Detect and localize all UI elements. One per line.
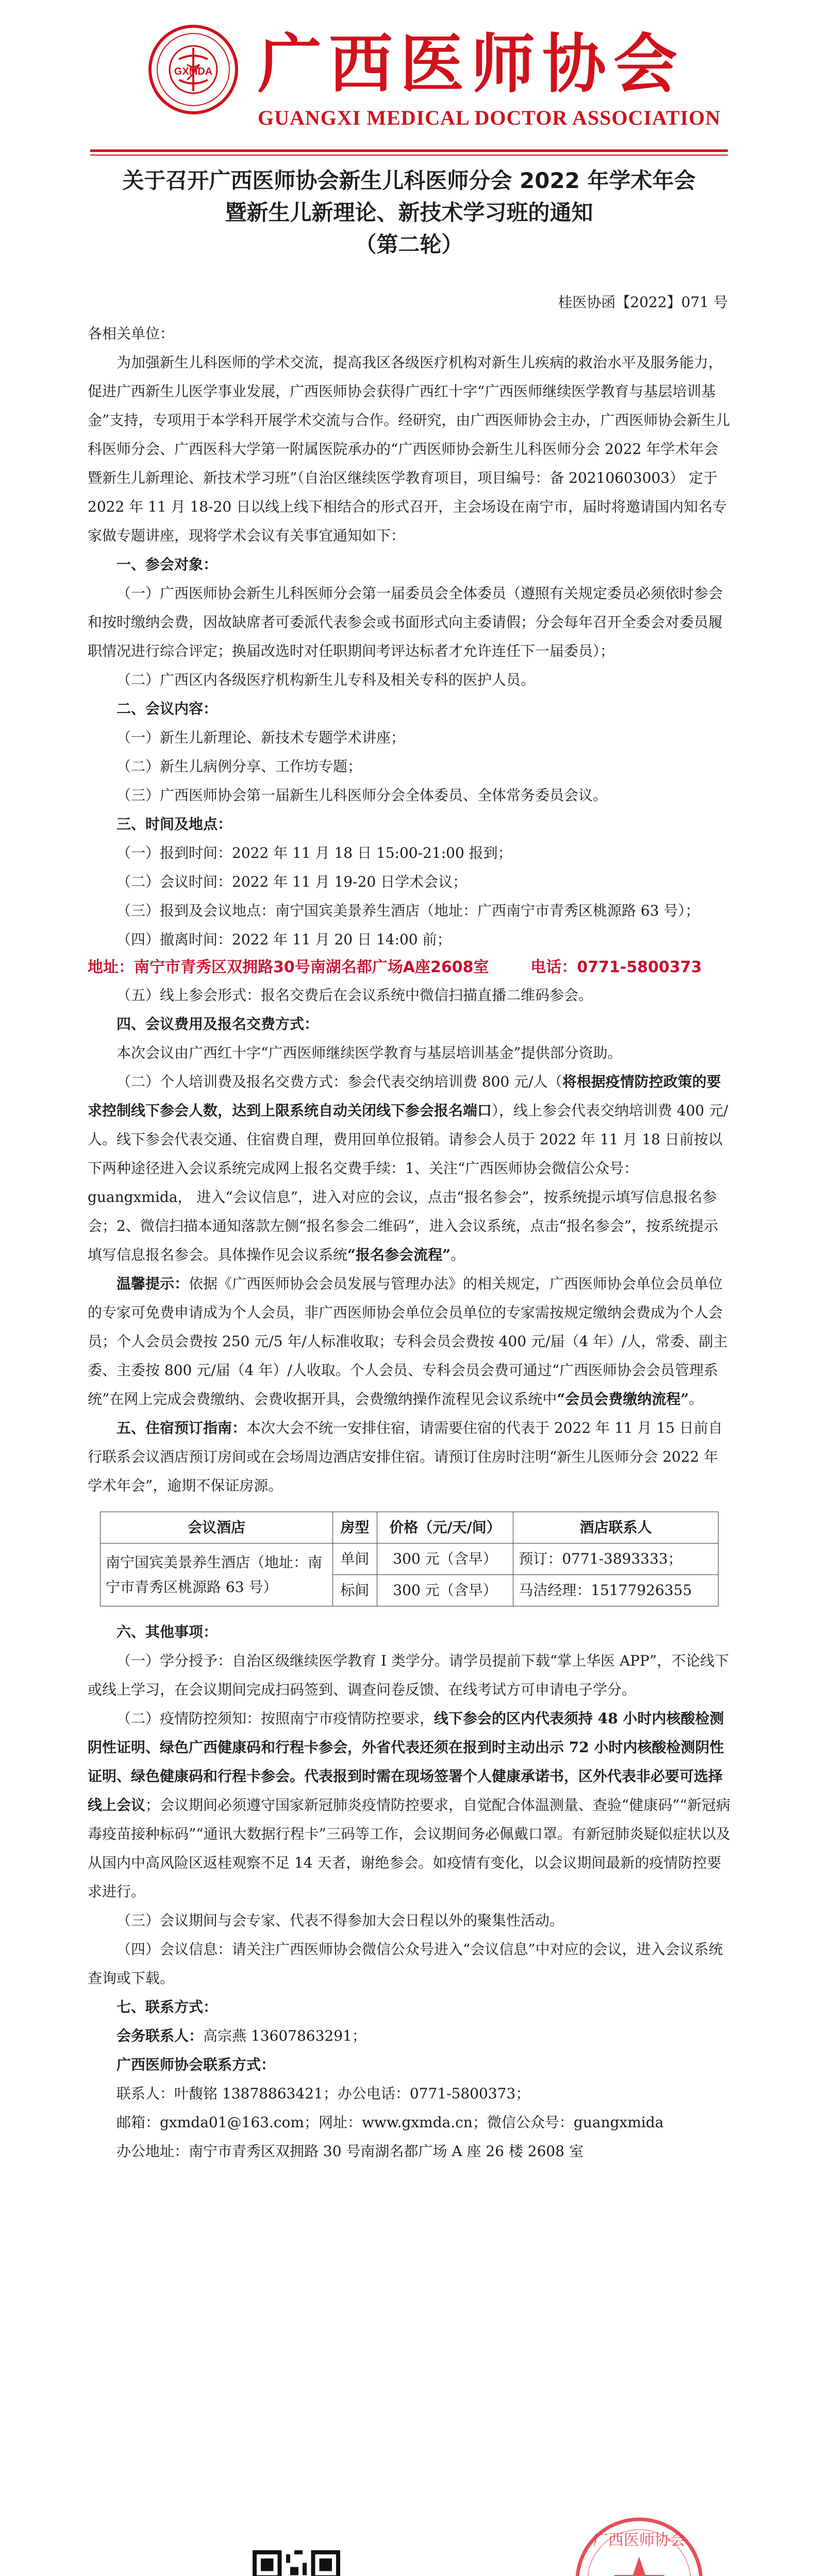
title-line-3: （第二轮） [355,232,463,257]
table-header: 房型 [333,1512,377,1544]
sec4-p2: （二）个人培训费及报名交费方式：参会代表交纳培训费 800 元/人（将根据疫情防控政策的要求控制线下参会人数，达到上限系统自动关闭线下参会报名端口），线上参会代表交纳培训费 400 元/人。线下参会代表交通、住宿费自理，费用回单位报销。请参会人员于 2022 年 11 月 18 日前按以下两种途径进入会议系统完成网上报名交费手续：1、关注“广西医师协会微信公众号：guangxmida， 进入“会议信息”，进入对应的会议，点击“报名参会”，按系统提示填写信息报名参会；2、微信扫描本通知落款左侧“报名参会二维码”，进入会议系统，点击“报名参会”，按系统提示填写信息报名参会。具体操作见会议系统“报名参会流程”。 [88,1073,728,1263]
registration-qr-code[interactable] [253,2550,340,2576]
sec2-item-3: （三）广西医师协会第一届新生儿科医师分会全体委员、全体常务委员会议。 [116,787,608,804]
sec2-item-2: （二）新生儿病例分享、工作坊专题； [116,758,362,775]
sec5-paragraph: 五、住宿预订指南：本次大会不统一安排住宿，请需要住宿的代表于 2022 年 11 月 15 日前自行联系会议酒店预订房间或在会场周边酒店安排住宿。请预订住房时注明“新生儿医师分会 2022 年学术年会”，逾期不保证房源。 [88,1419,723,1494]
header-divider-thin [90,155,728,156]
table-header: 酒店联系人 [513,1512,719,1544]
org-name-english: GUANGXI MEDICAL DOCTOR ASSOCIATION [258,106,721,129]
price-cell: 300 元（含早） [377,1544,513,1575]
section-1-title: 一、参会对象： [116,556,218,573]
salutation: 各相关单位： [88,325,175,342]
sec3-item-4: （四）撤离时间：2022 年 11 月 20 日 14:00 前； [116,931,452,948]
hotel-table [100,1512,719,1606]
sec4-p1: 本次会议由广西红十字“广西医师继续医学教育与基层培训基金”提供部分资助。 [116,1044,622,1061]
title-line-2: 暨新生儿新理论、新技术学习班的通知 [225,200,593,225]
contact-cell: 预订：0771-3893333； [513,1544,719,1575]
hotel-name-cell: 南宁国宾美景养生酒店（地址：南宁市青秀区桃源路 63 号） [101,1544,333,1606]
section-7-title: 七、联系方式： [116,1998,218,2015]
logo-lettering: GXMDA [174,66,213,77]
org-name: 广西医师协会 [258,27,685,101]
sec3-item-2: （二）会议时间：2022 年 11 月 19-20 日学术会议； [116,873,468,890]
sec6-p3: （三）会议期间与会专家、代表不得参加大会日程以外的聚集性活动。 [116,1912,564,1929]
sec6-p4: （四）会议信息：请关注广西医师协会微信公众号进入“会议信息”中对应的会议，进入会议系统查询或下载。 [88,1941,723,1987]
sec6-p2: （二）疫情防控须知：按照南宁市疫情防控要求，线下参会的区内代表须持 48 小时内核酸检测阴性证明、绿色广西健康码和行程卡参会，外省代表还须在报到时主动出示 72 小时内核酸检测阴性证明、绿色健康码和行程卡参会。代表报到时需在现场签署个人健康承诺书，区外代表非必要可选择线上会议；会议期间必须遵守国家新冠肺炎疫情防控要求，自觉配合体温测量、查验“健康码”“新冠病毒疫苗接种标码”“通讯大数据行程卡”三码等工作，会议期间务必佩戴口罩。有新冠肺炎疑似症状以及从国内中高风险区返桂观察不足 14 天者，谢绝参会。如疫情有变化，以会议期间最新的疫情防控要求进行。 [88,1710,730,1900]
sec2-item-1: （一）新生儿新理论、新技术专题学术讲座； [116,729,406,746]
price-cell: 300 元（含早） [377,1575,513,1606]
sec3-item-5: （五）线上参会形式：报名交费后在会议系统中微信扫描直播二维码参会。 [116,987,593,1004]
header-divider [90,149,728,152]
association-logo-icon [147,23,240,116]
intro-paragraph: 为加强新生儿科医师的学术交流，提高我区各级医疗机构对新生儿疾病的救治水平及服务能力，促进广西新生儿医学事业发展，广西医师协会获得广西红十字“广西医师继续医学教育与基层培训基金”支持，专项用于本学科开展学术交流与合作。经研究，由广西医师协会主办，广西医师协会新生儿科医师分会、广西医科大学第一附属医院承办的“广西医师协会新生儿科医师分会 2022 年学术年会暨新生儿新理论、新技术学习班”（自治区继续医学教育项目，项目编号：备 20210603003） 定于 2022 年 11 月 18-20 日以线上线下相结合的形式召开，主会场设在南宁市，届时将邀请国内知名专家做专题讲座，现将学术会议有关事宜通知如下： [88,354,730,544]
section-4-title: 四、会议费用及报名交费方式： [116,1015,319,1032]
org-contact-address: 办公地址：南宁市青秀区双拥路 30 号南湖名都广场 A 座 26 楼 2608 室 [116,2143,583,2160]
table-row [101,1544,719,1575]
section-6-title: 六、其他事项： [116,1623,218,1640]
title-line-1: 关于召开广西医师协会新生儿科医师分会 2022 年学术年会 [122,168,696,193]
org-contact-email: 邮箱：gxmda01@163.com；网址：www.gxmda.cn；微信公众号：guangxmida [116,2114,664,2131]
table-header: 会议酒店 [101,1512,333,1544]
org-contact-label: 广西医师协会联系方式： [116,2056,276,2073]
sec3-item-1: （一）报到时间：2022 年 11 月 18 日 15:00-21:00 报到； [116,844,512,861]
sec1-item-2: （二）广西区内各级医疗机构新生儿专科及相关专科的医护人员。 [116,671,536,688]
table-header-row [101,1512,719,1544]
document-number: 桂医协函【2022】071 号 [558,294,728,311]
sec1-item-1: （一）广西医师协会新生儿科医师分会第一届委员会全体委员（遵照有关规定委员必须依时参会和按时缴纳会费，因故缺席者可委派代表参会或书面形式向主委请假；分会每年召开全委会对委员履职情况进行综合评定；换届改选时对任职期间考评达标者才允许连任下一届委员）； [88,585,723,659]
sec4-tip: 温馨提示：依据《广西医师协会会员发展与管理办法》的相关规定，广西医师协会单位会员单位的专家可免费申请成为个人会员，非广西医师协会单位会员单位的专家需按规定缴纳会费成为个人会员；个人会员会费按 250 元/5 年/人标准收取；专科会员会费按 400 元/届（4 年）/人，常委、副主委、主委按 800 元/届（4 年）/人收取。个人会员、专科会员会费可通过“广西医师协会会员管理系统”在网上完成会费缴纳、会费收据开具，会费缴纳操作流程见会议系统中“会员会费缴纳流程”。 [88,1275,728,1408]
contact-cell: 马洁经理：15177926355 [513,1575,719,1606]
seal-lettering: 广西医师协会 [593,2531,686,2549]
official-seal-icon [572,2514,706,2576]
sec6-p1: （一）学分授予：自治区级继续医学教育 I 类学分。请学员提前下载“掌上华医 APP”，不论线下或线上学习，在会议期间完成扫码签到、调查问卷反馈、在线考试方可申请电子学分。 [88,1652,729,1698]
section-3-title: 三、时间及地点： [116,816,232,833]
notice-body [88,319,730,2166]
red-phone: 电话：0771-5800373 [530,958,702,976]
table-header: 价格（元/天/间） [377,1512,513,1544]
room-type-cell: 标间 [333,1575,377,1606]
org-contact-person: 联系人：叶馥铭 13878863421；办公电话：0771-5800373； [116,2085,530,2102]
tip-label: 温馨提示： [116,1275,189,1292]
room-type-cell: 单间 [333,1544,377,1575]
section-5-title: 五、住宿预订指南： [116,1419,247,1436]
notice-title [0,165,818,261]
office-address-overlay [88,954,730,981]
meeting-contact: 会务联系人：高宗燕 13607863291； [116,2027,366,2044]
sec3-item-3: （三）报到及会议地点：南宁国宾美景养生酒店（地址：广西南宁市青秀区桃源路 63 号）； [116,902,700,919]
red-address: 地址：南宁市青秀区双拥路30号南湖名都广场A座2608室 [88,958,489,976]
section-2-title: 二、会议内容： [116,700,218,717]
letterhead [0,0,818,147]
